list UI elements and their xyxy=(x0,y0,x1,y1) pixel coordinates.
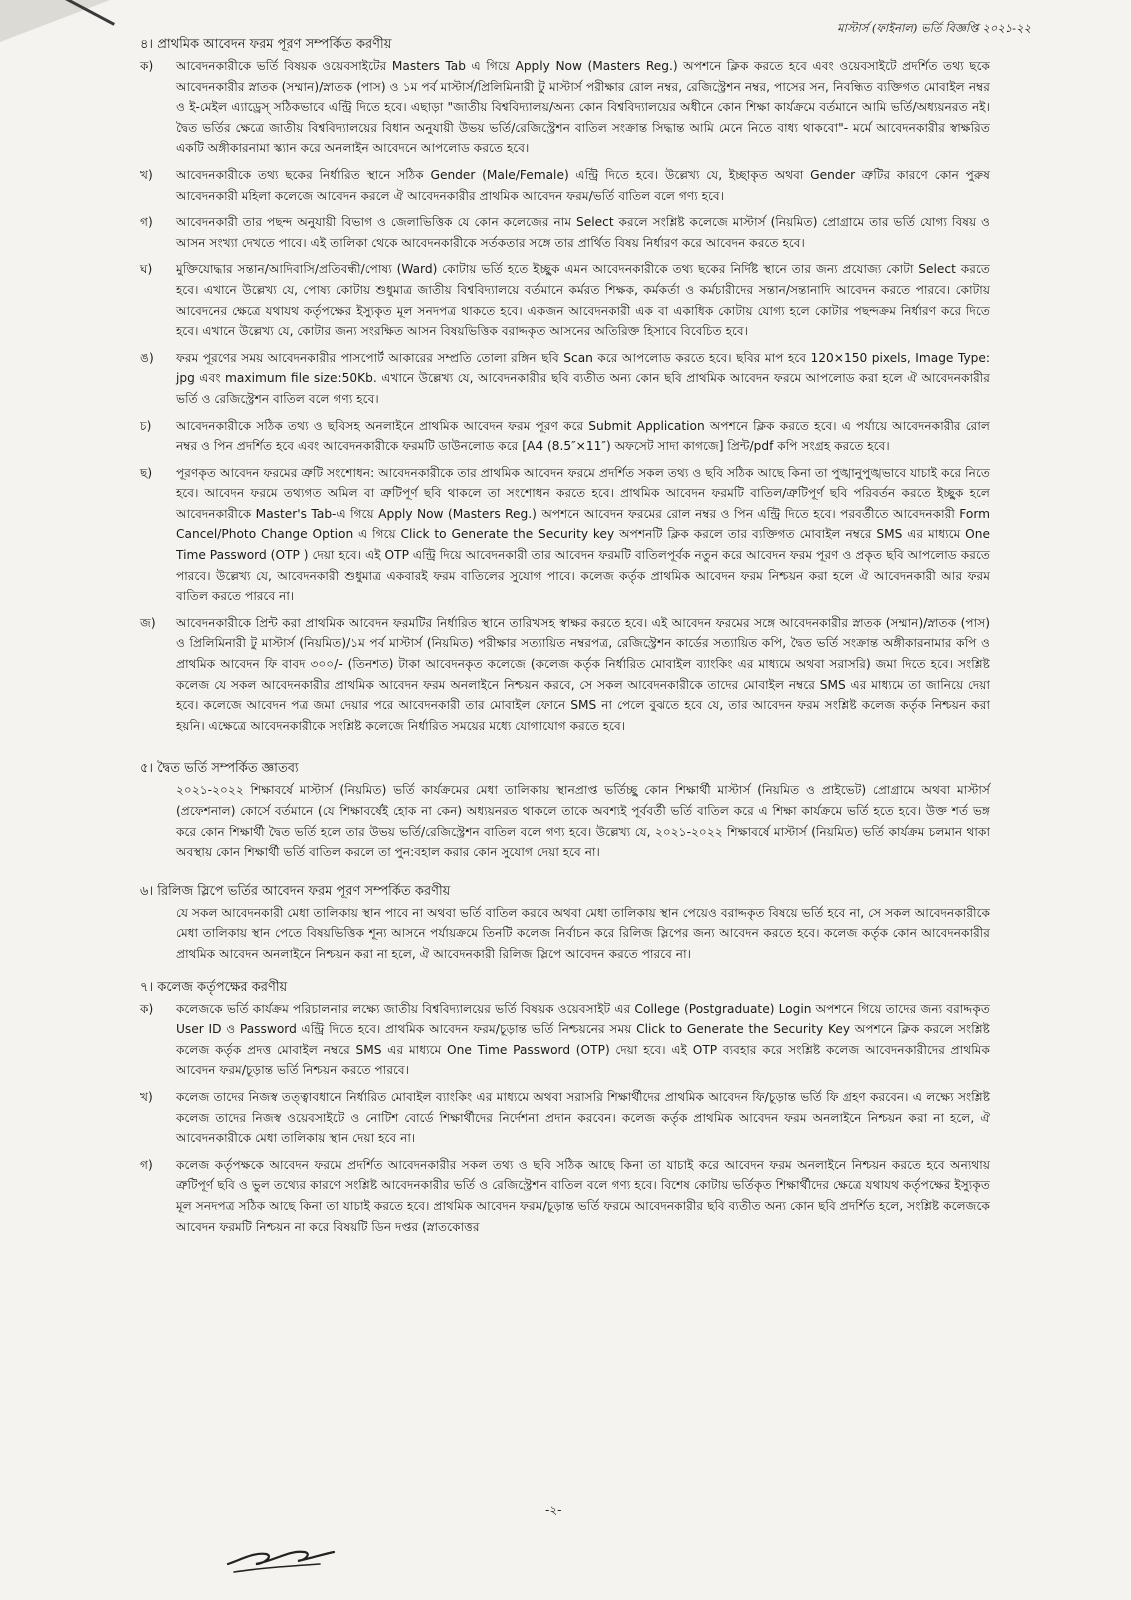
page-header: মাস্টার্স (ফাইনাল) ভর্তি বিজ্ঞপ্তি ২০২১-২২ xyxy=(837,21,1031,35)
item-label: খ) xyxy=(140,167,153,182)
signature-mark xyxy=(220,1530,340,1580)
document-body xyxy=(140,34,990,1243)
section-7-title: ৭। কলেজ কর্তৃপক্ষের করণীয় xyxy=(140,979,288,995)
item-text: আবেদনকারী তার পছন্দ অনুযায়ী বিভাগ ও জেলাভিত্তিক যে কোন কলেজের নাম Select করলে সংশ্লিষ্ট কলেজে মাস্টার্স (নিয়মিত) প্রোগ্রামে তার ভর্তি যোগ্য বিষয় ও আসন সংখ্যা দেখতে পাবে। এই তালিকা থেকে আবেদনকারীকে সর্তকতার সঙ্গে তার প্রার্থিত বিষয় নির্ধারণ করে আবেদন করতে হবে। xyxy=(176,215,990,250)
section-6-title: ৬। রিলিজ স্লিপে ভর্তির আবেদন ফরম পূরণ সম্পর্কিত করণীয় xyxy=(140,883,451,899)
item-label: খ) xyxy=(140,1089,153,1104)
spacer xyxy=(140,742,990,758)
item-label: গ) xyxy=(140,1157,153,1172)
item-label: ছ) xyxy=(140,465,153,480)
item-text: আবেদনকারীকে ভর্তি বিষয়ক ওয়েবসাইটের Masters Tab এ গিয়ে Apply Now (Masters Reg.) অপশনে ক্লিক করতে হবে এবং ওয়েবসাইটে প্রদর্শিত তথ্য ছকে আবেদনকারীর স্নাতক (সম্মান)/স্নাতক (পাস) ও ১ম পর্ব মাস্টার্স/প্রিলিমিনারী টু মাস্টার্স পরীক্ষার রোল নম্বর, রেজিস্ট্রেশন নম্বর, পাসের সন, নিবন্ধিত ব্যক্তিগত মোবাইল নম্বর ও ই-মেইল এ্যাড্রেস্ সঠিকভাবে এন্ট্রি দিতে হবে। এছাড়া "জাতীয় বিশ্ববিদ্যালয়/অন্য কোন বিশ্ববিদ্যালয়ের অধীনে কোন শিক্ষা কার্যক্রমে বর্তমানে আমি ভর্তি/অধ্যয়নরত নই। দ্বৈত ভর্তির ক্ষেত্রে জাতীয় বিশ্ববিদ্যালয়ের বিধান অনুযায়ী উভয় ভর্তি/রেজিস্ট্রেশন বাতিল সংক্রান্ত সিদ্ধান্ত আমি মেনে নিতে বাধ্য থাকবো"- মর্মে আবেদনকারীর স্বাক্ষরিত একটি অঙ্গীকারনামা স্ক্যান করে অনলাইন আবেদনে আপলোড করতে হবে। xyxy=(176,59,990,156)
item-label: ক) xyxy=(140,1001,154,1016)
section-4-item-ka xyxy=(140,56,990,159)
section-7-item-ga xyxy=(140,1155,990,1237)
item-text: মুক্তিযোদ্ধার সন্তান/আদিবাসি/প্রতিবন্ধী/পোষ্য (Ward) কোটায় ভর্তি হতে ইচ্ছুক এমন আবেদনকারীকে তথ্য ছকের নির্দিষ্ট স্থানে তার জন্য প্রযোজ্য কোটা Select করতে হবে। এখানে উল্লেখ্য যে, পোষ্য কোটায় শুধুমাত্র জাতীয় বিশ্ববিদ্যালয়ে বর্তমানে কর্মরত শিক্ষক, কর্মকর্তা ও কর্মচারীদের সন্তান/সন্তানাদি আবেদন করতে পারবে। কোটায় আবেদনের ক্ষেত্রে যথাযথ কর্তৃপক্ষের ইস্যুকৃত মূল সনদপত্র থাকতে হবে। একজন আবেদনকারী এক বা একাধিক কোটায় যোগ্য হলে কোটার পছন্দক্রম নির্ধারণ করে দিতে হবে। এখানে উল্লেখ্য যে, কোটার জন্য সংরক্ষিত আসন বিষয়ভিত্তিক বরাদ্দকৃত আসনের অতিরিক্ত হিসাবে বিবেচিত হবে। xyxy=(176,262,990,339)
item-text: কলেজ কর্তৃপক্ষকে আবেদন ফরমে প্রদর্শিত আবেদনকারীর সকল তথ্য ও ছবি সঠিক আছে কিনা তা যাচাই করে আবেদন ফরম অনলাইনে নিশ্চয়ন করতে হবে অন্যথায় ত্রুটিপূর্ণ ছবি ও ভুল তথ্যের কারণে সংশ্লিষ্ট আবেদনকারীর ভর্তি ও রেজিস্ট্রেশন বাতিল বলে গণ্য হবে। বিশেষ কোটায় ভর্তিকৃত শিক্ষার্থীদের ক্ষেত্রে যথাযথ কর্তৃপক্ষের ইস্যুকৃত মূল সনদপত্র সঠিক আছে কিনা তা যাচাই করতে হবে। প্রাথমিক আবেদন ফরম/চূড়ান্ত ভর্তি ফরমে আবেদনকারীর ছবি ব্যতীত অন্য কোন ছবি প্রদর্শিত হলে, সংশ্লিষ্ট কলেজকে আবেদন ফরমটি নিশ্চয়ন না করে বিষয়টি ডিন দপ্তর (স্নাতকোত্তর xyxy=(176,1157,990,1234)
item-label: গ) xyxy=(140,215,153,230)
item-text: ফরম পূরণের সময় আবেদনকারীর পাসপোর্ট আকারের সম্প্রতি তোলা রঙ্গিন ছবি Scan করে আপলোড করতে হবে। ছবির মাপ হবে 120×150 pixels, Image Type: jpg এবং maximum file size:50Kb. এখানে উল্লেখ্য যে, আবেদনকারীর ছবি ব্যতীত অন্য কোন ছবি প্রাথমিক আবেদন ফরমে আপলোড করা হলে ঐ আবেদনকারীর ভর্তি ও রেজিস্ট্রেশন বাতিল বলে গণ্য হবে। xyxy=(176,350,990,406)
section-4-item-chha xyxy=(140,463,990,607)
section-4-items xyxy=(140,56,990,736)
item-text: পূরণকৃত আবেদন ফরমের ত্রুটি সংশোধন: আবেদনকারীকে তার প্রাথমিক আবেদন ফরমে প্রদর্শিত সকল তথ্য ও ছবি সঠিক আছে কিনা তা পুঙ্খানুপুঙ্খভাবে যাচাই করে নিতে হবে। আবেদন ফরমে তথ্যগত অমিল বা ত্রুটিপূর্ণ ছবি থাকলে তা সংশোধন করতে হবে। প্রাথমিক আবেদন ফরমটি বাতিল/ত্রুটিপূর্ণ ছবি পরিবর্তন করতে ইচ্ছুক হলে আবেদনকারীকে Master's Tab-এ গিয়ে Apply Now (Masters Reg.) অপশনে আবেদন ফরমের রোল নম্বর ও পিন এন্ট্রি দিতে হবে। পরবর্তীতে আবেদনকারী Form Cancel/Photo Change Option এ গিয়ে Click to Generate the Security key অপশনটি ক্লিক করলে তার ব্যক্তিগত মোবাইল নম্বরে SMS এর মাধ্যমে One Time Password (OTP ) দেয়া হবে। এই OTP এন্ট্রি দিয়ে আবেদনকারী তার আবেদন ফরমটি বাতিলপূর্বক নতুন করে আবেদন ফরম পূরণ ও প্রকৃত ছবি আপলোড করতে পারবে। উল্লেখ্য যে, আবেদনকারী শুধুমাত্র একবারই ফরম বাতিলের সুযোগ পাবে। কলেজ কর্তৃক প্রাথমিক আবেদন ফরম নিশ্চয়ন করা হলে ঐ আবেদনকারী আর ফরম বাতিল করতে পারবে না। xyxy=(176,465,990,604)
item-text: আবেদনকারীকে তথ্য ছকের নির্ধারিত স্থানে সঠিক Gender (Male/Female) এন্ট্রি দিতে হবে। উল্লেখ্য যে, ইচ্ছাকৃত অথবা Gender ত্রুটির কারণে কোন পুরুষ আবেদনকারী মহিলা কলেজে আবেদন করলে ঐ আবেদনকারীর প্রাথমিক আবেদন ফরম/ভর্তি বাতিল বলে গণ্য হবে। xyxy=(176,167,990,203)
item-text: কলেজ তাদের নিজস্ব তত্ত্বাবধানে নির্ধারিত মোবাইল ব্যাংকিং এর মাধ্যমে অথবা সরাসরি শিক্ষার্থীদের প্রাথমিক আবেদন ফি/চূড়ান্ত ভর্তি ফি গ্রহণ করবেন। এ লক্ষ্যে সংশ্লিষ্ট কলেজ তাদের নিজস্ব ওয়েবসাইটে ও নোটিশ বোর্ডে শিক্ষার্থীদের নির্দেশনা প্রদান করবেন। কলেজ কর্তৃক প্রাথমিক আবেদন ফরম অনলাইনে নিশ্চয়ন করা না হলে, ঐ আবেদনকারীকে মেধা তালিকায় স্থান দেয়া হবে না। xyxy=(176,1089,990,1146)
section-5-text: ২০২১-২০২২ শিক্ষাবর্ষে মাস্টার্স (নিয়মিত) ভর্তি কার্যক্রমের মেধা তালিকায় স্থানপ্রাপ্ত ভর্তিচ্ছু কোন শিক্ষার্থী মাস্টার্স (নিয়মিত ও প্রাইভেট) প্রোগ্রামে অথবা মাস্টার্স (প্রফেশনাল) কোর্সে বর্তমানে (যে শিক্ষাবর্ষেই হোক না কেন) অধ্যয়নরত থাকলে তাকে অবশ্যই পূর্ববর্তী ভর্তি বাতিল করে এ শিক্ষা কার্যক্রমে ভর্তি হতে হবে। উক্ত শর্ত ভঙ্গ করে কোন শিক্ষার্থী দ্বৈত ভর্তি হলে তার উভয় ভর্তি/রেজিস্ট্রেশন বাতিল বলে গণ্য হবে। উল্লেখ্য যে, ২০২১-২০২২ শিক্ষাবর্ষে মাস্টার্স (নিয়মিত) ভর্তি কার্যক্রম চলমান থাকা অবস্থায় কোন শিক্ষার্থী ভর্তি বাতিল করলে তা পুন:বহাল করার কোন সুযোগ দেয়া হবে না। xyxy=(176,783,990,860)
item-label: জ) xyxy=(140,615,156,630)
page-fold-corner xyxy=(0,0,110,42)
item-label: ঙ) xyxy=(140,350,154,365)
section-7-item-kha xyxy=(140,1087,990,1149)
item-text: আবেদনকারীকে সঠিক তথ্য ও ছবিসহ অনলাইনে প্রাথমিক আবেদন ফরম পূরণ করে Submit Application অপশনে ক্লিক করতে হবে। এ পর্যায়ে আবেদনকারীর রোল নম্বর ও পিন প্রদর্শিত হবে এবং আবেদনকারীকে ফরমটি ডাউনলোড করে [A4 (8.5″×11″) অফসেট সাদা কাগজে] প্রিন্ট/pdf কপি সংগ্রহ করতে হবে। xyxy=(176,418,990,454)
section-4-item-cha xyxy=(140,416,990,457)
section-4-item-ja xyxy=(140,613,990,737)
page-number: -২- xyxy=(545,1503,562,1517)
section-5-title: ৫। দ্বৈত ভর্তি সম্পর্কিত জ্ঞাতব্য xyxy=(140,761,299,777)
section-4-item-gha xyxy=(140,259,990,341)
section-7-items xyxy=(140,999,990,1238)
item-label: চ) xyxy=(140,418,152,433)
section-4-item-kha xyxy=(140,165,990,206)
item-text: আবেদনকারীকে প্রিন্ট করা প্রাথমিক আবেদন ফরমটির নির্ধারিত স্থানে তারিখসহ স্বাক্ষর করতে হবে। এই আবেদন ফরমের সঙ্গে আবেদনকারীর স্নাতক (সম্মান)/স্নাতক (পাস) ও প্রিলিমিনারী টু মাস্টার্স (নিয়মিত)/১ম পর্ব মাস্টার্স (নিয়মিত) পরীক্ষার সত্যায়িত নম্বরপত্র, রেজিস্ট্রেশন কার্ডের সত্যায়িত কপি, দ্বৈত ভর্তি সংক্রান্ত অঙ্গীকারনামার কপি ও প্রাথমিক আবেদন ফি বাবদ ৩০০/- (তিনশত) টাকা আবেদনকৃত কলেজে (কলেজ কর্তৃক নির্ধারিত মোবাইল ব্যাংকিং এর মাধ্যমে অথবা সরাসরি) জমা দিতে হবে। সংশ্লিষ্ট কলেজ যে সকল আবেদনকারীর প্রাথমিক আবেদন ফরম অনলাইনে নিশ্চয়ন করবে, সে সকল আবেদনকারীকে তাদের মোবাইল নম্বরে SMS এর মাধ্যমে তা জানিয়ে দেয়া হবে। কলেজে আবেদন পত্র জমা দেয়ার পরে আবেদনকারী তার মোবাইল ফোনে SMS না পেলে বুঝতে হবে যে, তার আবেদন ফরম সংশ্লিষ্ট কলেজ কর্তৃক নিশ্চয়ন করা হয়নি। এক্ষেত্রে আবেদনকারীকে সংশ্লিষ্ট কলেজে নির্ধারিত সময়ের মধ্যে যোগাযোগ করতে হবে। xyxy=(176,615,990,733)
item-label: ক) xyxy=(140,59,154,73)
section-7-item-ka xyxy=(140,999,990,1081)
item-label: ঘ) xyxy=(140,262,153,277)
section-6-text: যে সকল আবেদনকারী মেধা তালিকায় স্থান পাবে না অথবা ভর্তি বাতিল করবে অথবা মেধা তালিকায় স্থান পেয়েও বরাদ্দকৃত বিষয়ে ভর্তি হবে না, সে সকল আবেদনকারীকে মেধা তালিকায় স্থান পেতে বিষয়ভিত্তিক শূন্য আসনে পর্যায়ক্রমে তিনটি কলেজ নির্বাচন করে রিলিজ স্লিপের জন্য আবেদন করতে হবে। কলেজ কর্তৃক কোন আবেদনকারীর প্রাথমিক আবেদন অনলাইনে নিশ্চয়ন করা না হলে, ঐ আবেদনকারী রিলিজ স্লিপে আবেদন করতে পারবে না। xyxy=(176,905,990,961)
spacer xyxy=(140,871,990,881)
item-text: কলেজকে ভর্তি কার্যক্রম পরিচালনার লক্ষ্যে জাতীয় বিশ্ববিদ্যালয়ের ভর্তি বিষয়ক ওয়েবসাইট এর College (Postgraduate) Login অপশনে গিয়ে তাদের জন্য বরাদ্দকৃত User ID ও Password এন্ট্রি দিতে হবে। প্রাথমিক আবেদন ফরম/চূড়ান্ত ভর্তি নিশ্চয়নের সময় Click to Generate the Security Key অপশনে ক্লিক করলে সংশ্লিষ্ট কলেজ কর্তৃক প্রদত্ত মোবাইল নম্বরে SMS এর মাধ্যমে One Time Password (OTP) দেয়া হবে। এই OTP ব্যবহার করে সংশ্লিষ্ট কলেজ আবেদনকারীদের প্রাথমিক আবেদন ফরম/চূড়ান্ত ভর্তি নিশ্চয়ন করতে পারবে। xyxy=(176,1001,990,1078)
section-4-item-ga xyxy=(140,212,990,253)
section-4-item-uma xyxy=(140,348,990,410)
section-4-title: ৪। প্রাথমিক আবেদন ফরম পূরণ সম্পর্কিত করণীয় xyxy=(140,37,392,52)
